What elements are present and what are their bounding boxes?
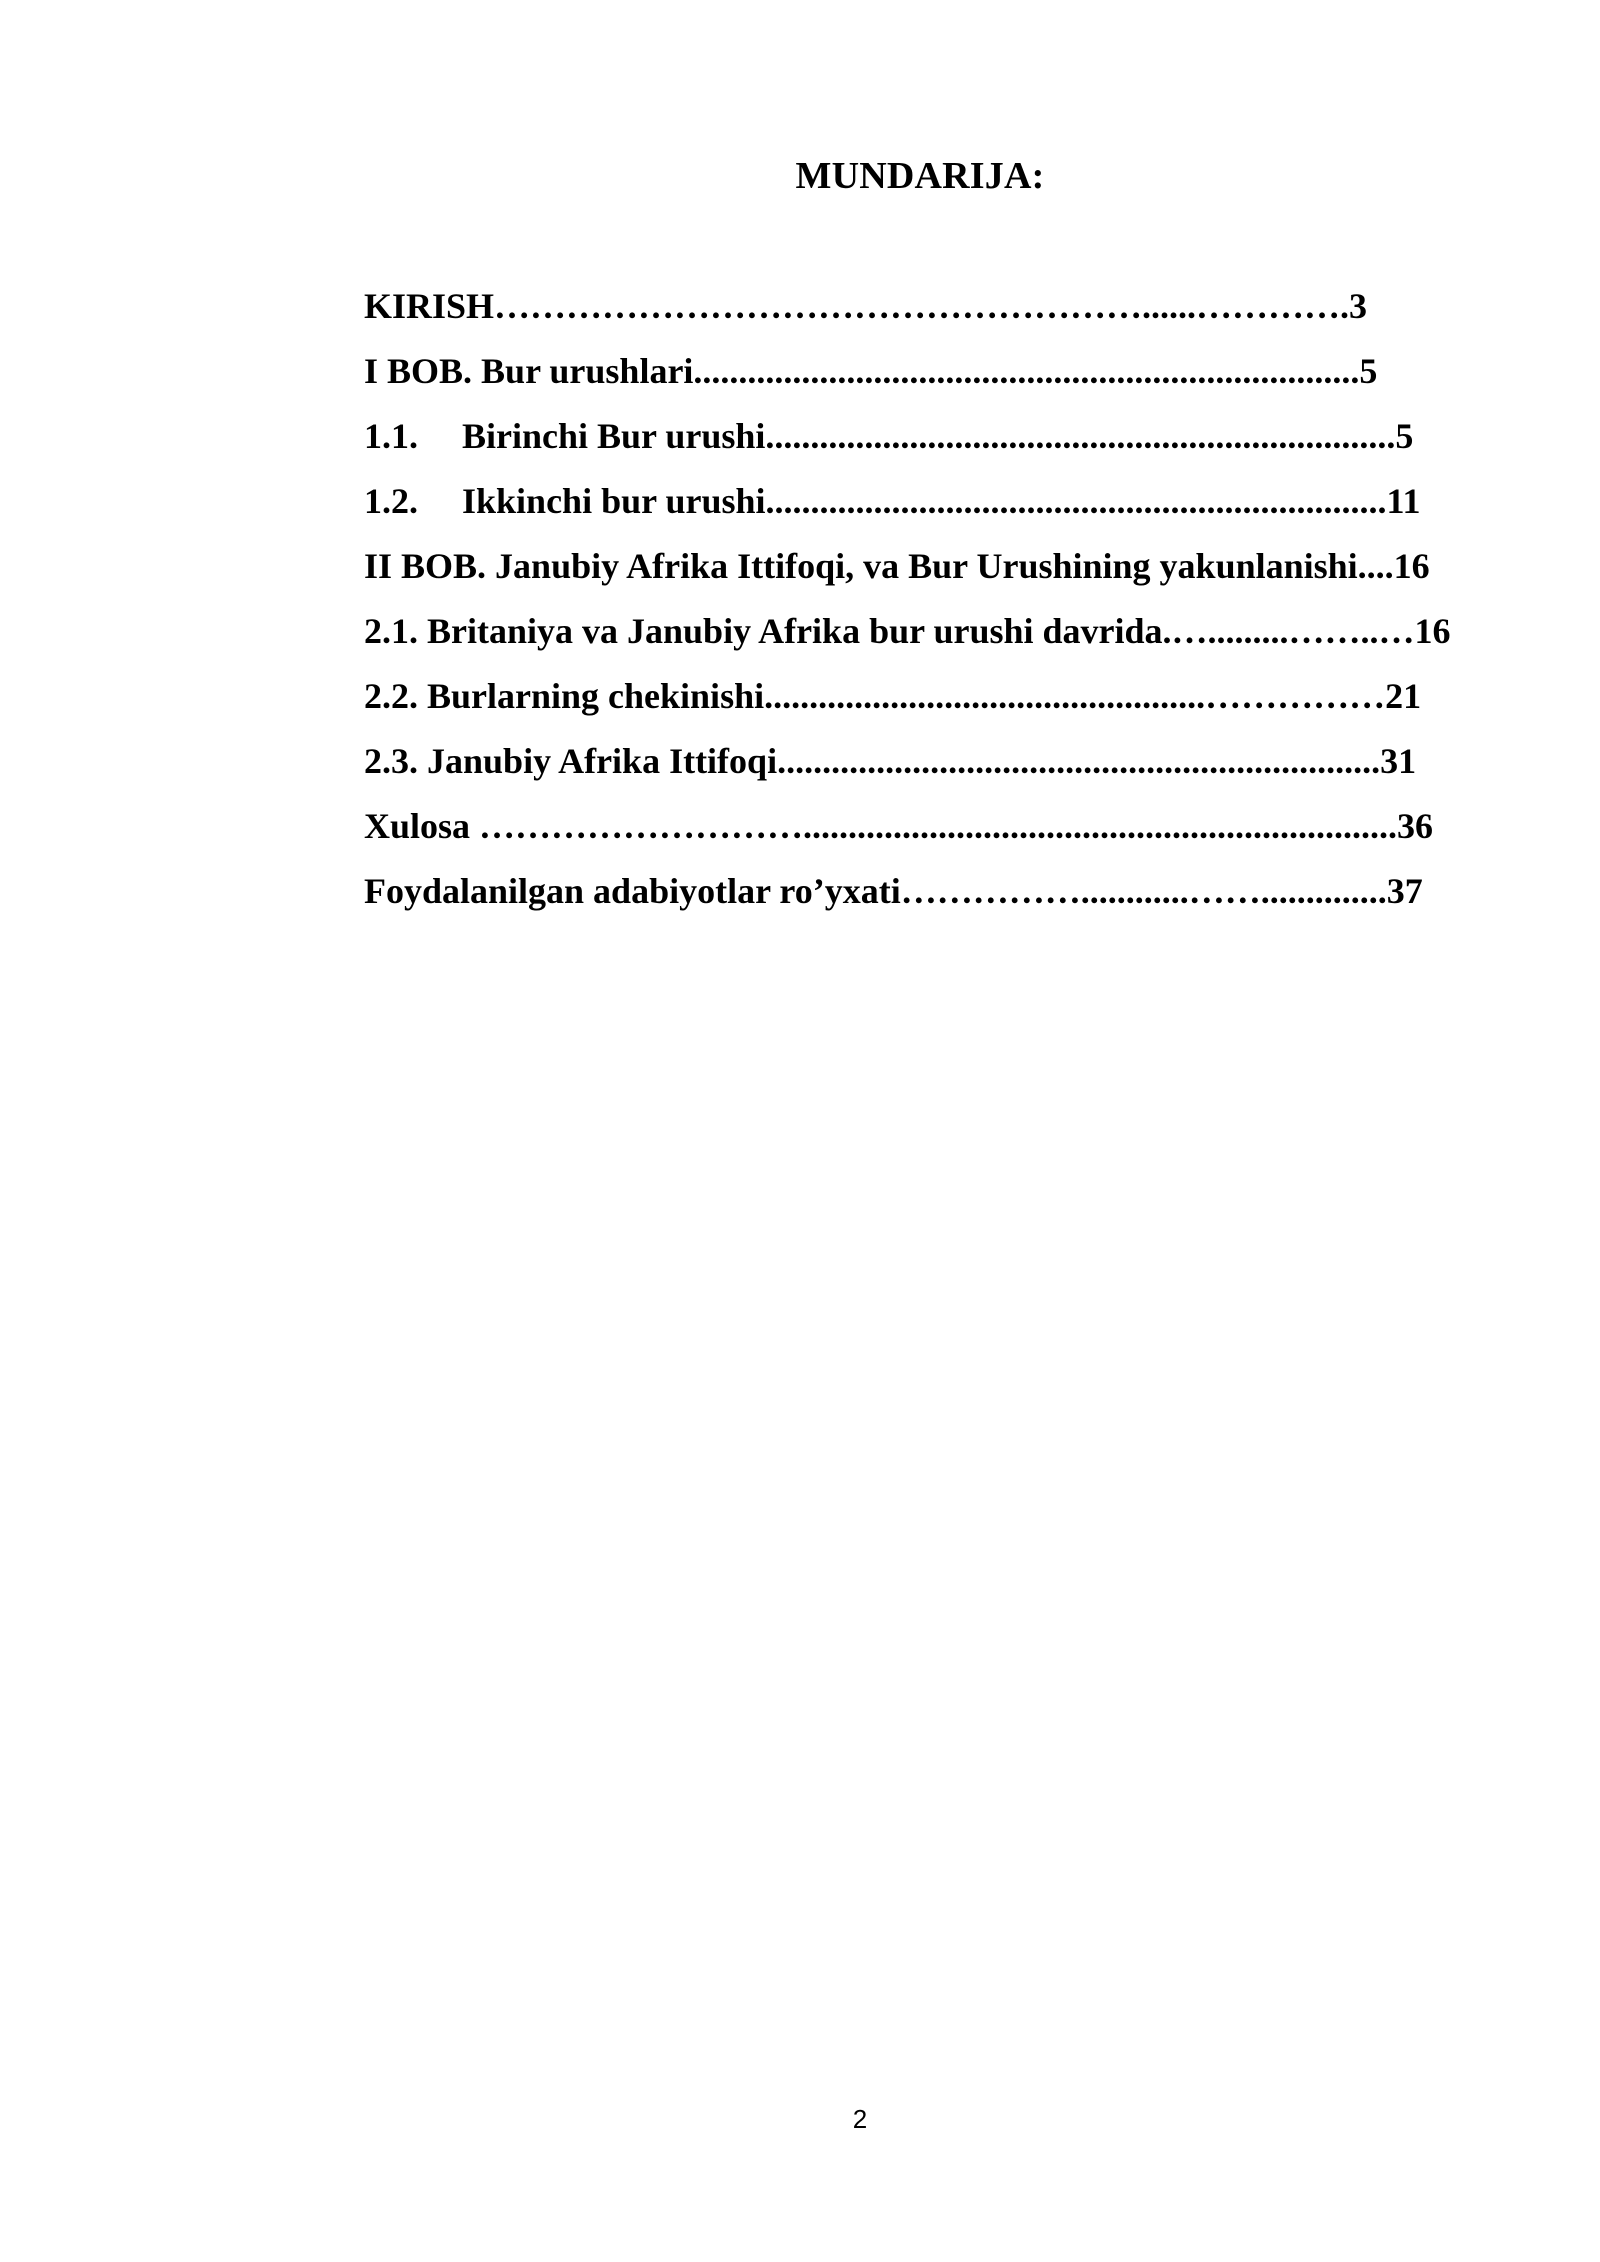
toc-entry-references <box>364 867 1451 932</box>
toc-entry-text: Birinchi Bur urushi......................................................................5 <box>462 416 1414 456</box>
toc-entry-conclusion <box>364 802 1451 867</box>
toc-entry-text: Foydalanilgan adabiyotlar ro’yxati……………............……..............37 <box>364 871 1423 911</box>
toc-entry-text: KIRISH………………………………………………......………….3 <box>364 286 1368 326</box>
page-title: MUNDARIJA: <box>795 155 1045 197</box>
toc-entry-section-2-2 <box>364 672 1451 737</box>
toc-entry-text: 2.3. Janubiy Afrika Ittifoqi...................................................................31 <box>364 741 1417 781</box>
toc-entry-number: 1.2. <box>364 481 418 521</box>
toc-entry-chapter-1 <box>364 347 1451 412</box>
toc-entry-text: 2.1. Britaniya va Janubiy Afrika bur urushi davrida.….........……..…16 <box>364 611 1451 651</box>
toc-entry-section-1-2 <box>364 477 1451 542</box>
toc-entry-text: Ikkinchi bur urushi.....................................................................11 <box>462 481 1421 521</box>
toc-entry-chapter-2 <box>364 542 1451 607</box>
toc-entry-text: II BOB. Janubiy Afrika Ittifoqi, va Bur Urushining yakunlanishi....16 <box>364 546 1430 586</box>
toc-entry-text: Xulosa ………………………..................................................................36 <box>364 806 1434 846</box>
toc-entry-number: 1.1. <box>364 416 418 456</box>
toc-entry-section-1-1 <box>364 412 1451 477</box>
toc-entry-text: I BOB. Bur urushlari..........................................................................5 <box>364 351 1378 391</box>
toc-entry-introduction <box>364 282 1451 347</box>
toc-entry-section-2-3 <box>364 737 1451 802</box>
toc-entry-section-2-1 <box>364 607 1451 672</box>
toc-entry-text: 2.2. Burlarning chekinishi.................................................……………21 <box>364 676 1422 716</box>
table-of-contents <box>364 282 1451 932</box>
page-number: 2 <box>852 2104 868 2134</box>
